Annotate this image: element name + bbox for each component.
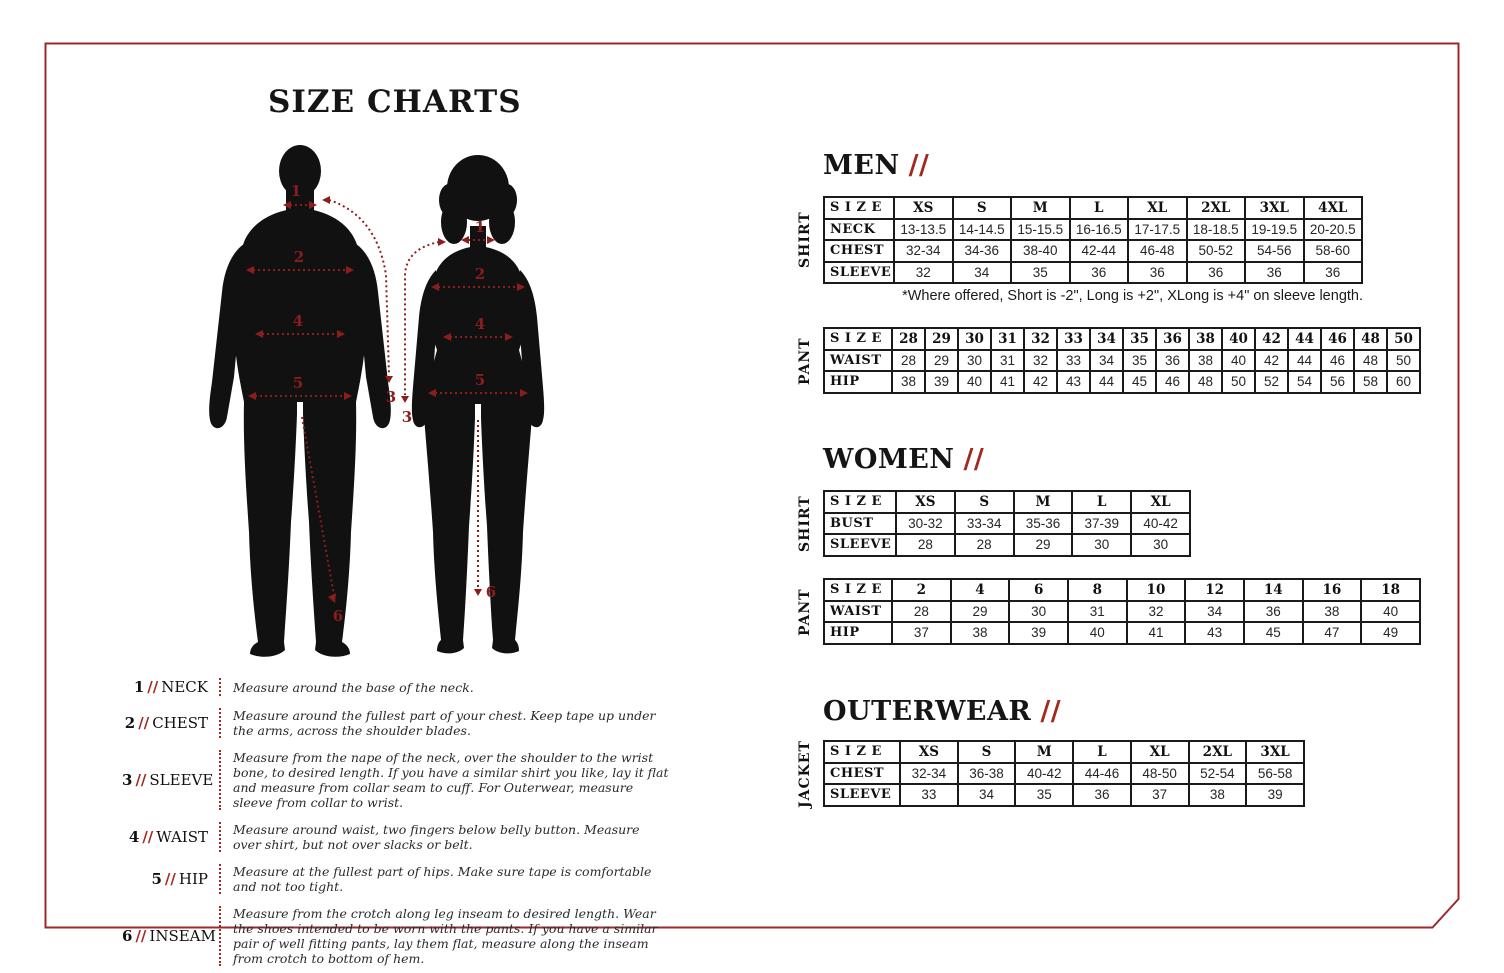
value-cell: 39 [1009,622,1068,644]
measurement-number: 1 [133,678,145,696]
value-cell: 38 [892,371,925,393]
value-cell: 41 [1127,622,1186,644]
column-header: M [1011,197,1070,219]
value-cell: 48-50 [1131,763,1189,785]
table-row [824,219,1362,241]
value-cell: 30 [1131,534,1190,556]
measurement-label [122,771,219,789]
table-row [824,763,1304,785]
measurement-name: WAIST [156,828,208,846]
value-cell: 38 [1189,350,1222,372]
measurement-number: 5 [151,870,162,888]
measurement-description: Measure around the base of the neck. [219,678,474,696]
value-cell: 32 [1127,601,1186,623]
male-inseam-marker: 6 [332,607,344,625]
value-cell: 35 [1123,350,1156,372]
value-cell: 29 [1014,534,1073,556]
column-header: XL [1131,491,1190,513]
value-cell: 28 [892,601,951,623]
value-cell: 45 [1123,371,1156,393]
value-cell: 37 [892,622,951,644]
column-header: 32 [1024,328,1057,350]
female-waist-marker: 4 [474,315,486,333]
sleeve-length-note: *Where offered, Short is -2", Long is +2", XLong is +4" on sleeve length. [902,288,1363,304]
value-cell: 31 [991,350,1024,372]
value-cell: 13-13.5 [894,219,953,241]
measurement-row [122,858,670,900]
value-cell: 35 [1015,784,1073,806]
value-cell: 35-36 [1014,513,1073,535]
value-cell: 52-54 [1189,763,1247,785]
column-header: 33 [1057,328,1090,350]
value-cell: 36 [1073,784,1131,806]
column-header: L [1073,741,1131,763]
male-waist-marker: 4 [292,312,304,330]
size-header: S I Z E [824,328,892,350]
column-header: XL [1128,197,1187,219]
value-cell: 40-42 [1015,763,1073,785]
column-header: 2XL [1187,197,1246,219]
value-cell: 56-58 [1246,763,1304,785]
row-label: WAIST [824,350,892,372]
column-header: XS [896,491,955,513]
row-label: HIP [824,371,892,393]
body-measurement-diagram [150,140,570,680]
measurement-number: 6 [122,927,133,945]
value-cell: 58-60 [1304,240,1363,262]
value-cell: 36 [1304,262,1363,284]
value-cell: 18-18.5 [1187,219,1246,241]
value-cell: 50-52 [1187,240,1246,262]
column-header: 44 [1288,328,1321,350]
measurement-slashes: // [138,714,150,732]
header-row [824,197,1362,219]
row-label: SLEEVE [824,784,900,806]
value-cell: 16-16.5 [1070,219,1129,241]
header-row [824,328,1420,350]
value-cell: 30 [1072,534,1131,556]
column-header: L [1072,491,1131,513]
row-label: SLEEVE [824,534,896,556]
measurement-row [122,900,670,972]
men-shirt-size-table [823,196,1363,284]
value-cell: 40 [1361,601,1420,623]
column-header: 35 [1123,328,1156,350]
column-header: 31 [991,328,1024,350]
header-row [824,491,1190,513]
value-cell: 32 [1024,350,1057,372]
value-cell: 32-34 [900,763,958,785]
outerwear-jacket-size-table [823,740,1305,807]
value-cell: 50 [1387,350,1420,372]
value-cell: 34-36 [953,240,1012,262]
value-cell: 41 [991,371,1024,393]
column-header: 46 [1321,328,1354,350]
value-cell: 36 [1128,262,1187,284]
value-cell: 36 [1245,262,1304,284]
men-shirt-side-label: SHIRT [797,211,813,269]
measurement-label [122,828,219,846]
column-header: 29 [925,328,958,350]
measurement-description: Measure around waist, two fingers below belly button. Measure over shirt, but not over slacks or belt. [219,822,670,852]
measurement-definitions-list [122,672,670,972]
value-cell: 46 [1156,371,1189,393]
column-header: 2XL [1189,741,1247,763]
value-cell: 15-15.5 [1011,219,1070,241]
row-label: CHEST [824,763,900,785]
value-cell: 48 [1189,371,1222,393]
table-row [824,350,1420,372]
value-cell: 46 [1321,350,1354,372]
measurement-row [122,672,670,702]
value-cell: 60 [1387,371,1420,393]
value-cell: 19-19.5 [1245,219,1304,241]
size-header: S I Z E [824,197,894,219]
men-pant-size-table [823,327,1421,394]
value-cell: 48 [1354,350,1387,372]
measurement-description: Measure from the nape of the neck, over the shoulder to the wrist bone, to desired length. If you have a similar shirt you like, lay it flat and measure from collar seam to cuff. For Outerwear, measure sleeve from collar to wrist. [219,750,670,810]
column-header: M [1014,491,1073,513]
column-header: XS [900,741,958,763]
column-header: S [958,741,1016,763]
value-cell: 40 [1068,622,1127,644]
value-cell: 50 [1222,371,1255,393]
measurement-slashes: // [142,828,154,846]
value-cell: 42-44 [1070,240,1129,262]
measurement-slashes: // [135,771,147,789]
header-row [824,579,1420,601]
male-hip-marker: 5 [292,374,304,392]
men-pant-side-label: PANT [797,337,813,385]
value-cell: 20-20.5 [1304,219,1363,241]
table-row [824,371,1420,393]
men-section-title-text: MEN [823,150,900,181]
value-cell: 29 [951,601,1010,623]
value-cell: 17-17.5 [1128,219,1187,241]
value-cell: 47 [1303,622,1362,644]
value-cell: 45 [1244,622,1303,644]
value-cell: 33-34 [955,513,1014,535]
size-header: S I Z E [824,491,896,513]
measurement-label [122,678,219,696]
women-pant-size-table [823,578,1421,645]
outerwear-title-slashes: // [1040,696,1062,727]
column-header: 38 [1189,328,1222,350]
value-cell: 44 [1090,371,1123,393]
value-cell: 46-48 [1128,240,1187,262]
measurement-description: Measure at the fullest part of hips. Make sure tape is comfortable and not too tight. [219,864,670,894]
value-cell: 40-42 [1131,513,1190,535]
value-cell: 30-32 [896,513,955,535]
value-cell: 36 [1070,262,1129,284]
value-cell: 44 [1288,350,1321,372]
measurement-row [122,744,670,816]
value-cell: 28 [955,534,1014,556]
value-cell: 35 [1011,262,1070,284]
table-row [824,784,1304,806]
column-header: 40 [1222,328,1255,350]
table-row [824,601,1420,623]
column-header: 4XL [1304,197,1363,219]
column-header: S [955,491,1014,513]
value-cell: 42 [1255,350,1288,372]
row-label: HIP [824,622,892,644]
value-cell: 58 [1354,371,1387,393]
column-header: 16 [1303,579,1362,601]
row-label: SLEEVE [824,262,894,284]
value-cell: 14-14.5 [953,219,1012,241]
outerwear-section-title [823,696,1061,727]
value-cell: 30 [958,350,991,372]
column-header: 14 [1244,579,1303,601]
header-row [824,741,1304,763]
column-header: 30 [958,328,991,350]
value-cell: 36 [1244,601,1303,623]
column-header: 28 [892,328,925,350]
value-cell: 32-34 [894,240,953,262]
value-cell: 54 [1288,371,1321,393]
value-cell: 37 [1131,784,1189,806]
measurement-number: 4 [128,828,140,846]
table-row [824,262,1362,284]
row-label: CHEST [824,240,894,262]
female-inseam-marker: 6 [485,583,497,601]
column-header: 2 [892,579,951,601]
female-chest-marker: 2 [474,265,486,283]
column-header: 8 [1068,579,1127,601]
female-hip-marker: 5 [474,371,486,389]
value-cell: 43 [1057,371,1090,393]
measurement-slashes: // [164,870,176,888]
column-header: 4 [951,579,1010,601]
value-cell: 36 [1187,262,1246,284]
measurement-number: 3 [122,771,133,789]
men-section-title [823,150,929,181]
value-cell: 28 [892,350,925,372]
value-cell: 34 [1185,601,1244,623]
value-cell: 38 [1303,601,1362,623]
table-row [824,534,1190,556]
value-cell: 42 [1024,371,1057,393]
value-cell: 54-56 [1245,240,1304,262]
value-cell: 43 [1185,622,1244,644]
value-cell: 37-39 [1072,513,1131,535]
table-row [824,513,1190,535]
male-sleeve-marker: 3 [385,388,397,406]
column-header: S [953,197,1012,219]
jacket-side-label: JACKET [797,740,813,808]
column-header: M [1015,741,1073,763]
value-cell: 36 [1156,350,1189,372]
value-cell: 44-46 [1073,763,1131,785]
value-cell: 52 [1255,371,1288,393]
value-cell: 32 [894,262,953,284]
measurement-number: 2 [124,714,136,732]
measurement-description: Measure around the fullest part of your chest. Keep tape up under the arms, across the shoulder blades. [219,708,670,738]
column-header: 6 [1009,579,1068,601]
column-header: 18 [1361,579,1420,601]
measurement-name: HIP [178,870,208,888]
measurement-label [122,927,219,945]
value-cell: 33 [1057,350,1090,372]
value-cell: 29 [925,350,958,372]
size-header: S I Z E [824,579,892,601]
value-cell: 30 [1009,601,1068,623]
women-section-title-text: WOMEN [823,444,955,475]
value-cell: 49 [1361,622,1420,644]
value-cell: 33 [900,784,958,806]
outerwear-section-title-text: OUTERWEAR [823,696,1032,727]
value-cell: 40 [958,371,991,393]
column-header: 34 [1090,328,1123,350]
measurement-label [122,714,219,732]
table-row [824,622,1420,644]
men-title-slashes: // [908,150,930,181]
measurement-name: CHEST [152,714,208,732]
value-cell: 34 [958,784,1016,806]
measurement-description: Measure from the crotch along leg inseam to desired length. Wear the shoes intended to be worn with the pants. If you have a similar pair of well fitting pants, lay them flat, measure along the inseam from crotch to bottom of hem. [219,906,670,966]
column-header: XS [894,197,953,219]
value-cell: 38 [1189,784,1247,806]
women-shirt-side-label: SHIRT [797,495,813,553]
female-neck-marker: 1 [474,218,486,236]
women-pant-side-label: PANT [797,588,813,636]
row-label: WAIST [824,601,892,623]
value-cell: 39 [1246,784,1304,806]
male-neck-marker: 1 [290,182,302,200]
measurement-name: SLEEVE [149,771,214,789]
column-header: 3XL [1246,741,1304,763]
measurement-row [122,702,670,744]
size-header: S I Z E [824,741,900,763]
female-sleeve-marker: 3 [401,408,413,426]
male-chest-marker: 2 [293,248,305,266]
women-section-title [823,444,984,475]
measurement-name: INSEAM [149,927,216,945]
women-title-slashes: // [963,444,985,475]
column-header: 50 [1387,328,1420,350]
measurement-name: NECK [161,678,208,696]
value-cell: 36-38 [958,763,1016,785]
value-cell: 39 [925,371,958,393]
column-header: 36 [1156,328,1189,350]
column-header: XL [1131,741,1189,763]
row-label: BUST [824,513,896,535]
column-header: L [1070,197,1129,219]
column-header: 48 [1354,328,1387,350]
column-header: 3XL [1245,197,1304,219]
value-cell: 34 [1090,350,1123,372]
table-row [824,240,1362,262]
row-label: NECK [824,219,894,241]
women-shirt-size-table [823,490,1191,557]
measurement-slashes: // [135,927,147,945]
value-cell: 31 [1068,601,1127,623]
value-cell: 38-40 [1011,240,1070,262]
column-header: 10 [1127,579,1186,601]
column-header: 12 [1185,579,1244,601]
column-header: 42 [1255,328,1288,350]
value-cell: 56 [1321,371,1354,393]
value-cell: 38 [951,622,1010,644]
value-cell: 34 [953,262,1012,284]
measurement-label [122,870,219,888]
measurement-row [122,816,670,858]
value-cell: 28 [896,534,955,556]
page-title: SIZE CHARTS [268,84,522,120]
measurement-slashes: // [147,678,159,696]
value-cell: 40 [1222,350,1255,372]
